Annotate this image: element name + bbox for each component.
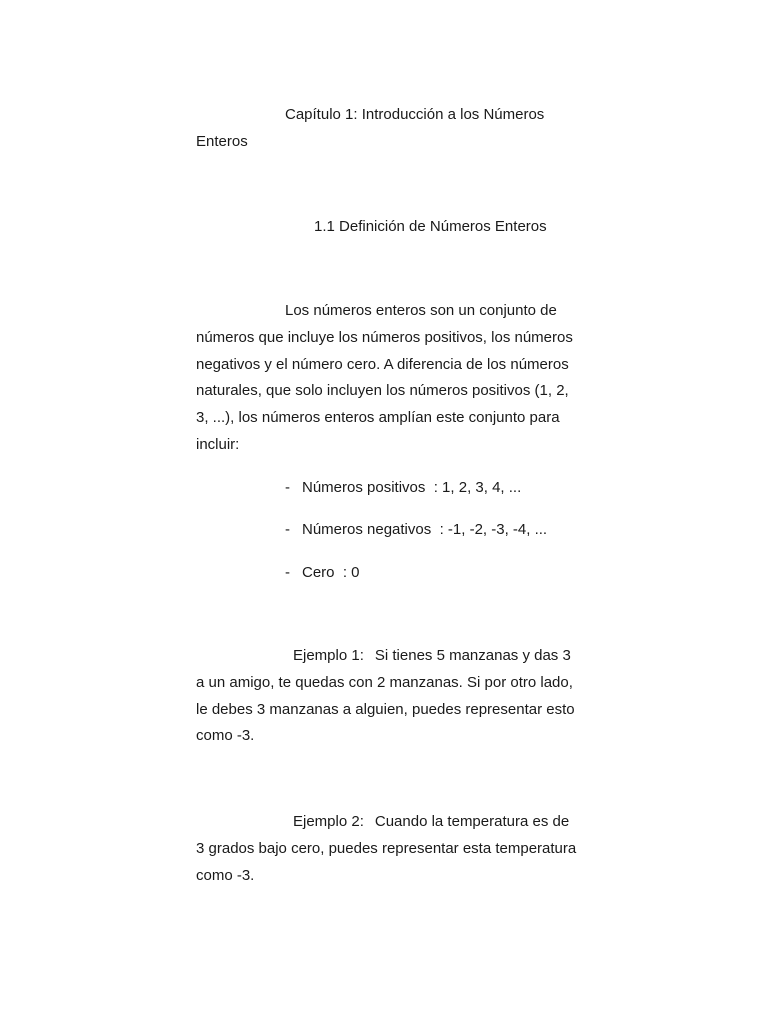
list-bullet: -	[285, 521, 290, 538]
example-2-text: Cuando la temperatura es de 3 grados bajo cero, puedes representar esta temperatura como -3.	[196, 813, 577, 884]
list-item-text: Números negativos : -1, -2, -3, -4, ...	[302, 521, 548, 538]
example-2-label: Ejemplo 2:	[293, 813, 364, 830]
list-item-text: Números positivos : 1, 2, 3, 4, ...	[302, 479, 522, 496]
intro-paragraph	[196, 298, 580, 459]
list-item-text: Cero : 0	[302, 564, 360, 581]
example-1-text: Si tienes 5 manzanas y das 3 a un amigo, te quedas con 2 manzanas. Si por otro lado, le debes 3 manzanas a alguien, puedes representar esto como -3.	[196, 647, 575, 745]
section-title: 1.1 Definición de Números Enteros	[314, 218, 547, 235]
example-2	[196, 809, 580, 889]
list-bullet: -	[285, 479, 290, 496]
chapter-title	[196, 102, 580, 156]
list-item	[285, 560, 605, 587]
chapter-title-text: Capítulo 1: Introducción a los Números Enteros	[196, 106, 545, 150]
list-item	[285, 517, 605, 544]
example-1	[196, 643, 580, 750]
list-bullet: -	[285, 564, 290, 581]
example-1-label: Ejemplo 1:	[293, 647, 364, 664]
list-item	[285, 475, 605, 502]
intro-paragraph-text: Los números enteros son un conjunto de números que incluye los números positivos, los números negativos y el número cero. A diferencia de los números naturales, que solo incluyen los números positivos (1, 2, 3, ...), los números enteros amplían este conjunto para incluir:	[196, 302, 573, 453]
